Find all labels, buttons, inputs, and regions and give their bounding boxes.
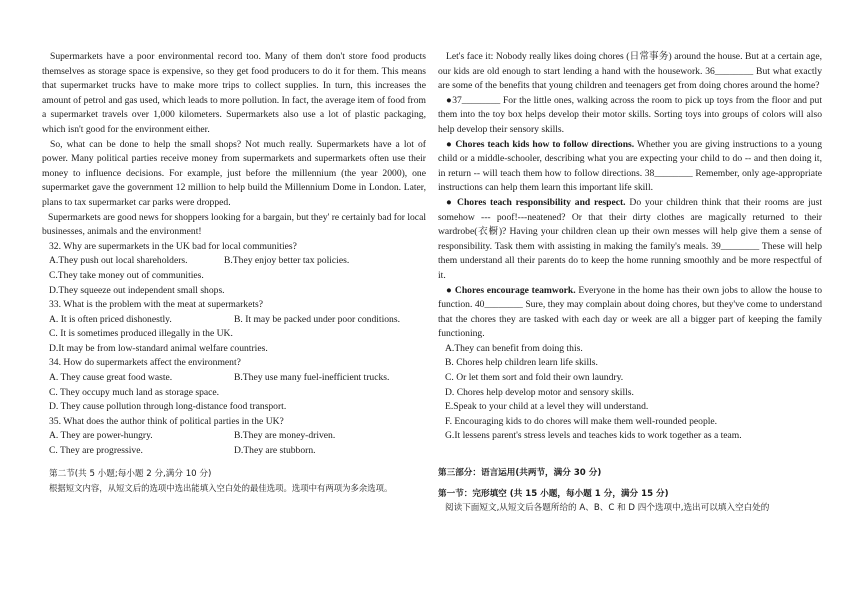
passage-paragraph-responsibility xyxy=(438,196,822,284)
passage-paragraph-directions xyxy=(438,138,822,196)
options-list xyxy=(438,342,822,444)
option-item: C. Or let them sort and fold their own laundry. xyxy=(445,372,624,384)
paragraph-heading: ● Chores teach kids how to follow directions. xyxy=(446,138,635,150)
section-2-title: 第二节(共 5 小题;每小题 2 分,满分 10 分) xyxy=(49,468,212,479)
option-item: F. Encouraging kids to do chores will make them well-rounded people. xyxy=(445,415,718,427)
left-column xyxy=(42,50,426,496)
option-a: A.They push out local shareholders. xyxy=(49,255,188,267)
passage-paragraph-conclusion: Supermarkets are good news for shoppers looking for a bargain, but they' re certainly bad for local businesses, animals and the environment! xyxy=(42,211,426,238)
option-item: G.It lessens parent's stress levels and teaches kids to work together as a team. xyxy=(445,430,742,442)
option-row xyxy=(42,313,426,328)
option-c: C.They take money out of communities. xyxy=(49,269,204,281)
question-stem: 35. What does the author think of political parties in the UK? xyxy=(49,415,284,427)
option-item: D. Chores help develop motor and sensory skills. xyxy=(445,386,634,398)
option-d: D.They are stubborn. xyxy=(234,445,316,457)
option-item: B. Chores help children learn life skills. xyxy=(445,357,598,369)
right-column xyxy=(438,50,822,516)
paragraph-body: Whether you are giving instructions to a young child or a middle-schooler, describing what you are expecting your child to do -- and then doing it, in return -- will teach them how to follow directions. 38________ Remember, only age-appropriate instructions can help them learn this important life skill. xyxy=(438,138,823,194)
option-c: C. They occupy much land as storage space. xyxy=(49,386,220,398)
option-a: A. They are power-hungry. xyxy=(49,430,153,442)
option-d: D.It may be from low-standard animal welfare countries. xyxy=(49,342,268,354)
option-b: B.They use many fuel-inefficient trucks. xyxy=(234,372,390,384)
option-row xyxy=(42,429,426,444)
option-row xyxy=(42,371,426,386)
option-row xyxy=(42,444,426,459)
passage-paragraph-37: ●37________ For the little ones, walking across the room to pick up toys from the floor and put them into the toy box helps develop their motor skills. Sorting toys into groups of colors will also help develop their sensory skills. xyxy=(438,94,822,135)
question-stem: 33. What is the problem with the meat at supermarkets? xyxy=(49,299,264,311)
passage-paragraph-teamwork xyxy=(438,284,822,342)
question-stem: 34. How do supermarkets affect the environment? xyxy=(49,357,241,369)
option-b: B. It may be packed under poor conditions. xyxy=(234,313,400,325)
question-33 xyxy=(42,298,426,356)
option-c: C. They are progressive. xyxy=(49,445,143,457)
section-1-title: 第一节：完形填空 (共 15 小题，每小题 1 分，满分 15 分) xyxy=(438,488,669,499)
passage-paragraph-small-shops: So, what can be done to help the small shops? Not much really. Supermarkets have a lot of power. Many political parties receive money from supermarkets and supermarkets often use their money to influence decisions. For example, just before the millennium (the year 2000), one supermarket gave the government 12 million to help build the Millennium Dome in London. Later, plans to tax supermarket car parks were dropped. xyxy=(42,138,426,208)
passage-intro: Let's face it: Nobody really likes doing chores (日常事务) around the house. But at a certain age, our kids are old enough to start lending a hand with the housework. 36________ But what exactly are some of the benefits that young children and teenagers get from doing chores around the home? xyxy=(438,51,822,92)
option-row xyxy=(42,254,426,269)
option-c: C. It is sometimes produced illegally in the UK. xyxy=(49,328,233,340)
option-b: B.They enjoy better tax policies. xyxy=(224,255,350,267)
option-b: B.They are money-driven. xyxy=(234,430,336,442)
passage-paragraph-environment: Supermarkets have a poor environmental record too. Many of them don't store food products themselves as storage space is expensive, so they get food producers to do it for them. This means that supermarket trucks have to make more trips to collect supplies. In turn, this increases the amount of petrol and gas used, which leads to more pollution. In fact, the average item of food from a supermarket travels over 1,000 kilometers. Supermarkets also use a lot of plastic packaging, which isn't good for the environment either. xyxy=(42,51,426,135)
option-item: A.They can benefit from doing this. xyxy=(445,342,583,354)
question-stem: 32. Why are supermarkets in the UK bad for local communities? xyxy=(49,240,297,252)
paragraph-body: Do your children think that their rooms are just somehow --- poof!---neatened? Or that their dirty clothes are magically returned to their wardrobe(衣橱)? Having your children clean up their own messes will help give them a sense of responsibility. Task them with assisting in making the family's meals. 39________ These will help them understand all their parents do to keep the home running smoothly and be more respectful of it. xyxy=(438,196,823,281)
paragraph-heading: ● Chores encourage teamwork. xyxy=(446,284,576,296)
question-34 xyxy=(42,356,426,414)
part-3-title: 第三部分：语言运用(共两节，满分 30 分) xyxy=(438,468,602,479)
question-35 xyxy=(42,415,426,459)
question-32 xyxy=(42,240,426,298)
paragraph-heading: ● Chores teach responsibility and respect. xyxy=(446,196,626,208)
option-a: A. They cause great food waste. xyxy=(49,372,173,384)
section-1-instructions: 阅读下面短文,从短文后各题所给的 A、B、C 和 D 四个选项中,选出可以填入空白处的 xyxy=(445,503,770,514)
section-2-instructions: 根据短文内容，从短文后的选项中选出能填入空白处的最佳选项。选项中有两项为多余选项。 xyxy=(49,483,393,494)
option-d: D. They cause pollution through long-distance food transport. xyxy=(49,401,287,413)
paragraph-body: Everyone in the home has their own jobs to allow the house to function. 40________ Sure, they may complain about doing chores, but they've come to understand that the chores they are tasked with each day or week are all a bigger part of keeping the family functioning. xyxy=(438,284,822,340)
option-a: A. It is often priced dishonestly. xyxy=(49,313,172,325)
option-item: E.Speak to your child at a level they will understand. xyxy=(445,401,649,413)
option-d: D.They squeeze out independent small shops. xyxy=(49,284,225,296)
